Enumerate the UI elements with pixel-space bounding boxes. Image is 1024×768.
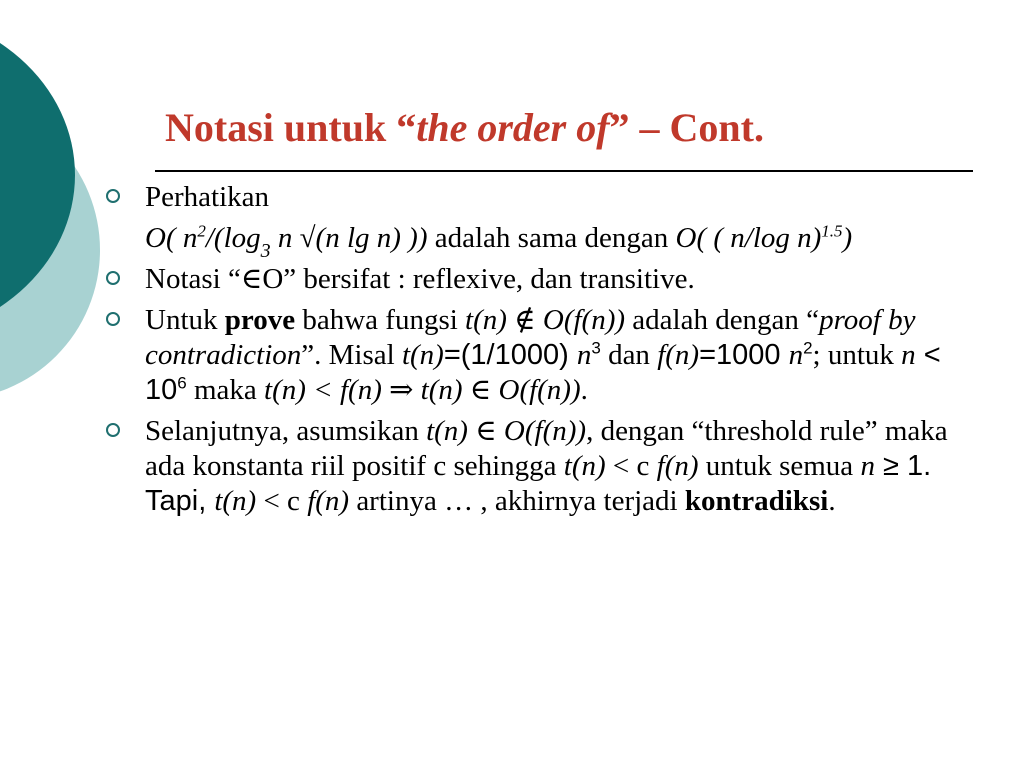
formula: =1000 [699,339,789,371]
circle-bullet-icon [106,312,120,326]
bullet-selanjutnya [100,414,990,519]
formula: t(n) ∈ O(f(n)) [426,415,587,447]
text: artinya … , akhirnya terjadi [349,485,685,517]
formula: t(n) [401,339,444,371]
text: Notasi “ [145,263,241,295]
formula: f(n) [656,450,699,482]
bullet-continuation [100,221,990,262]
text: < c [256,485,308,517]
formula: n [576,339,592,371]
circle-bullet-icon [106,423,120,437]
element-of-symbol: ∈ [240,263,263,295]
text: Selanjutnya, asumsikan [145,415,427,447]
circle-bullet-icon [106,189,120,203]
text: Untuk [145,304,225,336]
formula: t(n) < f(n) ⇒ t(n) ∈ O(f(n)) [264,374,581,406]
text: ”. Misal [301,339,402,371]
text: maka [186,374,265,406]
formula: n √(n lg n) )) [270,222,428,254]
superscript: 2 [197,221,206,241]
text: bahwa fungsi [295,304,466,336]
text: untuk semua [698,450,861,482]
formula: O( ( n/log n) [675,222,822,254]
slide-content [100,180,990,525]
superscript: 1.5 [821,221,843,241]
text: . [828,485,836,517]
text: , dengan “threshold rule” maka ada konstanta riil positif c sehingga [145,415,948,482]
formula: n [860,450,875,482]
text: < c [605,450,657,482]
subscript: 3 [260,240,271,262]
italic-text: proof by contradiction [145,304,916,371]
superscript: 3 [591,338,601,358]
formula: t(n) [214,485,257,517]
formula: t(n) [563,450,606,482]
circle-bullet-icon [106,271,120,285]
bullet-notasi [100,262,990,297]
formula: < 10 [145,339,941,406]
text: adalah sama dengan [427,222,676,254]
superscript: 6 [177,373,187,393]
title-part: ” – Cont. [609,105,764,150]
formula: t(n) ∉ O(f(n)) [465,304,626,336]
bold-text: prove [224,304,296,336]
slide-title [165,104,764,152]
bold-text: kontradiksi [684,485,829,517]
superscript: 2 [803,338,813,358]
formula: O( n [145,222,198,254]
text: O” bersifat : reflexive, dan transitive. [262,263,695,295]
formula: ) [842,222,853,254]
title-underline [155,170,973,172]
formula: f(n) [657,339,700,371]
title-italic-part: the order of [416,105,610,150]
formula: ≥ 1. Tapi, [145,450,932,517]
formula: =(1/1000) [443,339,577,371]
formula: /(log [205,222,261,254]
formula: f(n) [307,485,350,517]
title-part: Notasi untuk “ [165,105,417,150]
bullet-perhatikan [100,180,990,215]
text: . [580,374,588,406]
text: adalah dengan “ [625,304,820,336]
formula: n [901,339,916,371]
bullet-text: Perhatikan [145,181,270,213]
bullet-prove [100,303,990,408]
text: dan [600,339,658,371]
formula: n [788,339,804,371]
text: ; untuk [812,339,902,371]
